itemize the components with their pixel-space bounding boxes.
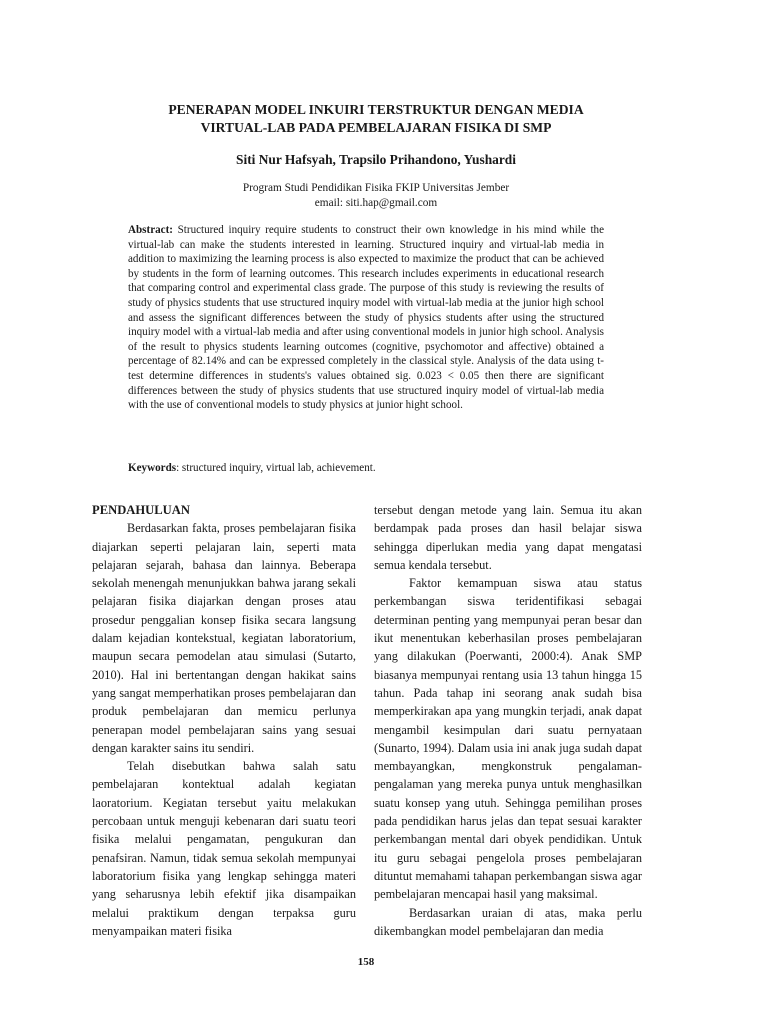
keywords-text: : structured inquiry, virtual lab, achievement. [176,462,376,474]
institution: Program Studi Pendidikan Fisika FKIP Universitas Jember [242,182,510,194]
page-number: 158 [357,956,375,968]
paragraph: tersebut dengan metode yang lain. Semua itu akan berdampak pada proses dan hasil belajar siswa sehingga diperlukan media yang dapat mengatasi semua kendala tersebut. [374,503,642,572]
abstract-label: Abstract: [128,224,173,236]
keywords-label: Keywords [128,462,177,474]
paragraph: Berdasarkan fakta, proses pembelajaran fisika diajarkan seperti pelajaran lain, seperti mata pelajaran sejarah, bahasa dan lainnya. Beberapa sekolah menengah menunjukkan bahwa jarang sekali pelajaran fisika diajarkan dengan proses atau prosedur penggalian konsep fisika secara langsung dalam kejadian kontekstual, kegiatan laboratorium, maupun secara pemodelan atau simulasi (Sutarto, 2010). Hal ini bertentangan dengan hakikat sains yang sangat memperhatikan proses pembelajaran dan produk pembelajaran dan memicu perlunya penerapan model pembelajaran sains yang sesuai dengan karakter sains itu sendiri. [92,521,356,755]
paragraph: Faktor kemampuan siswa atau status perkembangan siswa teridentifikasi sebagai determinan penting yang mempunyai peran besar dan ikut menentukan keberhasilan proses pembelajaran yang dilakukan (Poerwanti, 2000:4). Anak SMP biasanya mempunyai rentang usia 13 tahun hingga 15 tahun. Pada tahap ini seorang anak sudah bisa memperkirakan apa yang mungkin terjadi, anak dapat mengambil kesimpulan dari suatu pernyataan (Sunarto, 1994). Dalam usia ini anak juga sudah dapat membayangkan, mengkonstruk pengalaman-pengalaman yang mereka punya untuk menghasilkan suatu konsep yang utuh. Sehingga pemilihan proses pada pendidikan harus jelas dan tepat sesuai karakter perkembangan mental dari obyek pendidikan. Untuk itu guru sebagai pengelola proses pembelajaran dituntut memahami tahapan perkembangan siswa agar pembelajaran mencapai hasil yang maksimal. [374,576,642,902]
paper-title [100,101,652,137]
affiliation [100,181,652,211]
keywords [128,461,604,476]
title-line-1: PENERAPAN MODEL INKUIRI TERSTRUKTUR DENGAN MEDIA [168,102,584,117]
section-heading: PENDAHULUAN [92,503,190,517]
abstract-text: Structured inquiry require students to construct their own knowledge in his mind while the virtual-lab can make the students interested in learning. Structured inquiry and virtual-lab media in addition to maximizing the learning process is also expected to maximize the product that can be achieved by students in the form of learning outcomes. This research includes experiments in educational research that comparing control and experimental class grade. The purpose of this study is reviewing the results of study of physics students that use structured inquiry model with virtual-lab media at the junior high school and assess the significant differences between the study of physics students after using the structured inquiry model with a virtual-lab media and after using conventional models in junior high school. Analysis of the result to physics students learning outcomes (cognitive, psychomotor and affective) obtained a percentage of 82.14% and can be expressed completely in the classical style. Analysis of the data using t-test determine differences in students's values obtained sig. 0.023 < 0.05 then there are significant differences between the study of physics students that use structured inquiry model of virtual-lab media with the use of conventional models to study physics at junior hight school. [128,224,605,412]
email: email: siti.hap@gmail.com [314,197,438,209]
paragraph: Telah disebutkan bahwa salah satu pembelajaran kontektual adalah kegiatan laoratorium. Kegiatan tersebut yaitu melakukan percobaan untuk menguji kebenaran dari suatu teori fisika melalui pengamatan, pengukuran dan penafsiran. Namun, tidak semua sekolah mempunyai laboratorium fisika yang lengkap sehingga materi yang seharusnya lebih efektif jika disampaikan melalui praktikum dengan terpaksa guru menyampaikan materi fisika [92,759,356,938]
left-column [92,501,356,940]
right-column [374,501,642,940]
author-list: Siti Nur Hafsyah, Trapsilo Prihandono, Yushardi [236,152,516,167]
paragraph: Berdasarkan uraian di atas, maka perlu dikembangkan model pembelajaran dan media [374,905,642,938]
title-line-2: VIRTUAL-LAB PADA PEMBELAJARAN FISIKA DI SMP [200,120,552,135]
abstract [128,223,604,413]
